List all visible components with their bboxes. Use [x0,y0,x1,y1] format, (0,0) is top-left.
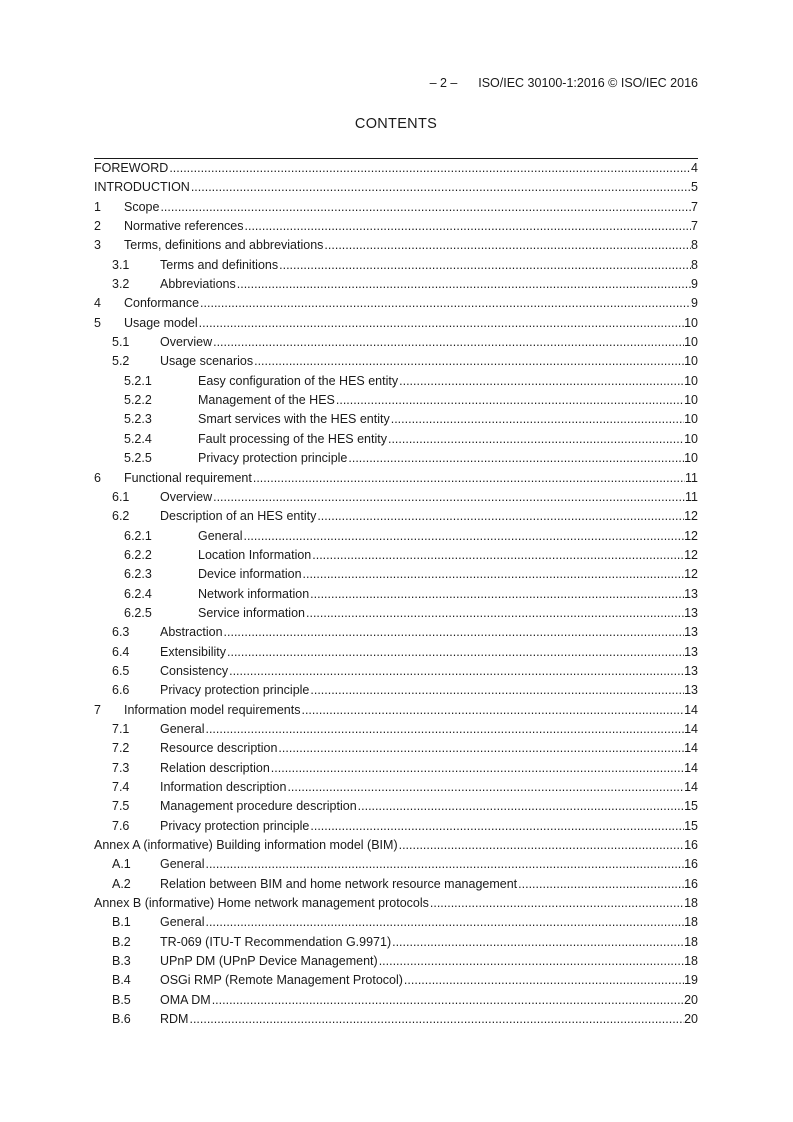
toc-entry-page: 16 [684,857,698,872]
toc-entry-title: Easy configuration of the HES entity [198,373,399,388]
toc-entry-number: 1 [94,199,101,214]
toc-entry-number: 6.2.4 [124,586,152,601]
toc-entry[interactable] [94,604,698,623]
toc-entry-page: 13 [684,683,698,698]
toc-entry[interactable] [94,275,698,294]
toc-entry[interactable] [94,391,698,410]
toc-entry[interactable] [94,913,698,932]
toc-entry-page: 10 [684,315,698,330]
toc-entry-page: 10 [684,451,698,466]
toc-entry[interactable] [94,623,698,642]
toc-entry-number: 7 [94,702,101,717]
toc-entry[interactable] [94,565,698,584]
toc-entry[interactable] [94,778,698,797]
toc-entry-page: 18 [684,934,698,949]
toc-dot-leader [310,817,684,836]
toc-entry[interactable] [94,256,698,275]
toc-entry-title: INTRODUCTION [94,180,190,195]
toc-entry-page: 13 [684,663,698,678]
toc-entry-number: 5.1 [112,335,130,350]
toc-dot-leader [312,546,684,565]
toc-entry-title: Usage model [124,315,198,330]
toc-entry-page: 10 [684,412,698,427]
toc-entry[interactable] [94,158,698,178]
toc-dot-leader [205,913,684,932]
page-number: – 2 – [429,76,458,90]
toc-entry-number: 6.4 [112,644,130,659]
toc-dot-leader [399,836,684,855]
toc-entry-number: 5.2.4 [124,431,152,446]
page-title: CONTENTS [354,116,438,132]
toc-entry[interactable] [94,739,698,758]
toc-entry-page: 16 [684,876,698,891]
toc-dot-leader [243,527,684,546]
toc-entry-number: 6.6 [112,683,130,698]
toc-entry-title: Service information [198,605,305,620]
toc-entry-page: 10 [684,393,698,408]
toc-entry[interactable] [94,585,698,604]
toc-entry-title: Information model requirements [124,702,301,717]
toc-dot-leader [169,159,691,178]
toc-entry-number: 7.5 [112,799,130,814]
toc-dot-leader [237,275,691,294]
toc-entry-title: Consistency [160,663,229,678]
toc-dot-leader [430,894,684,913]
toc-entry-title: Information description [160,780,287,794]
toc-entry-title: Terms, definitions and abbreviations [124,238,324,253]
toc-dot-leader [310,681,684,700]
toc-dot-leader [306,604,684,623]
toc-dot-leader [253,469,685,488]
toc-entry-title: OSGi RMP (Remote Management Protocol) [160,973,403,988]
toc-dot-leader [301,701,684,720]
toc-entry-page: 8 [691,257,698,272]
toc-entry-number: 3 [94,238,101,253]
toc-entry-page: 18 [684,915,698,930]
toc-entry[interactable] [94,701,698,720]
toc-dot-leader [271,759,684,778]
toc-entry-number: 6.2.1 [124,528,152,543]
toc-entry[interactable] [94,352,698,371]
toc-entry[interactable] [94,933,698,952]
toc-entry-page: 10 [684,431,698,446]
toc-entry-page: 12 [684,547,698,562]
toc-dot-leader [324,236,691,255]
toc-dot-leader [278,739,684,758]
toc-entry-page: 4 [691,161,698,175]
toc-entry-page: 13 [684,644,698,659]
toc-entry-page: 18 [684,954,698,969]
toc-entry-number: 3.1 [112,257,130,272]
toc-entry[interactable] [94,294,698,313]
toc-dot-leader [392,933,684,952]
toc-entry-number: 6 [94,470,101,485]
toc-entry[interactable] [94,681,698,700]
toc-entry-number: 6.3 [112,625,130,640]
toc-entry-title: FOREWORD [94,161,169,175]
toc-dot-leader [227,643,684,662]
toc-entry-number: 6.2.2 [124,547,152,562]
toc-entry-title: Management procedure description [160,799,357,814]
toc-entry-number: 6.2.3 [124,567,152,582]
toc-entry-title: Annex A (informative) Building information model (BIM) [94,838,398,853]
toc-entry-title: Relation between BIM and home network resource management [160,876,518,891]
toc-entry-title: Management of the HES [198,393,335,408]
toc-entry-number: 2 [94,219,101,234]
toc-entry-page: 15 [684,818,698,833]
toc-entry[interactable] [94,488,698,507]
toc-entry-title: Description of an HES entity [160,509,317,524]
toc-dot-leader [287,778,684,797]
toc-dot-leader [160,198,691,217]
toc-entry-title: Normative references [124,219,244,234]
toc-entry[interactable] [94,875,698,894]
toc-entry-title: General [160,915,205,930]
standard-reference: ISO/IEC 30100-1:2016 © ISO/IEC 2016 [478,76,698,90]
toc-entry-title: RDM [160,1012,189,1027]
toc-dot-leader [191,178,691,197]
toc-entry-number: 5.2.2 [124,393,152,408]
toc-entry-page: 20 [684,992,698,1007]
toc-dot-leader [388,430,684,449]
toc-entry-page: 12 [684,528,698,543]
toc-entry-number: 5.2 [112,354,130,369]
toc-entry-page: 18 [684,896,698,911]
toc-dot-leader [205,720,684,739]
toc-entry[interactable] [94,314,698,333]
toc-entry[interactable] [94,333,698,352]
toc-entry-number: 6.1 [112,489,130,504]
toc-entry-page: 7 [691,219,698,234]
toc-entry-title: Scope [124,199,160,214]
toc-dot-leader [224,623,685,642]
toc-entry-page: 7 [691,199,698,214]
toc-entry-title: OMA DM [160,992,211,1007]
toc-dot-leader [205,855,684,874]
toc-entry-title: Abbreviations [160,277,236,292]
toc-entry[interactable] [94,469,698,488]
toc-entry-number: B.4 [112,973,131,988]
toc-entry-title: Overview [160,335,213,350]
toc-entry[interactable] [94,546,698,565]
toc-dot-leader [518,875,684,894]
toc-entry-page: 20 [684,1012,698,1027]
toc-entry-title: Smart services with the HES entity [198,412,390,427]
toc-entry[interactable] [94,797,698,816]
toc-entry-number: B.2 [112,934,131,949]
toc-entry-title: Annex B (informative) Home network management protocols [94,896,429,911]
toc-entry[interactable] [94,643,698,662]
toc-dot-leader [212,991,684,1010]
toc-dot-leader [213,333,684,352]
toc-entry-page: 13 [684,625,698,640]
toc-dot-leader [189,1010,684,1029]
toc-entry-title: General [160,857,205,872]
toc-entry-number: B.1 [112,915,131,930]
toc-entry-page: 10 [684,335,698,350]
toc-dot-leader [199,314,684,333]
toc-entry-title: Usage scenarios [160,354,254,369]
toc-entry[interactable] [94,991,698,1010]
toc-entry-page: 12 [684,567,698,582]
toc-entry[interactable] [94,217,698,236]
toc-entry-page: 11 [685,489,698,504]
toc-entry-number: 6.5 [112,663,130,678]
page-header [94,76,698,90]
toc-entry-title: Device information [198,567,302,582]
toc-entry-title: Location Information [198,547,312,562]
toc-dot-leader [279,256,691,275]
toc-entry-number: 5 [94,315,101,330]
toc-entry[interactable] [94,372,698,391]
toc-entry[interactable] [94,430,698,449]
toc-dot-leader [245,217,692,236]
toc-entry-number: 7.2 [112,741,130,756]
toc-entry[interactable] [94,952,698,971]
toc-dot-leader [317,507,684,526]
toc-entry-title: Privacy protection principle [160,818,310,833]
toc-dot-leader [336,391,684,410]
toc-entry-title: Overview [160,489,213,504]
toc-entry-page: 9 [691,277,698,292]
toc-entry-title: Extensibility [160,644,226,659]
toc-entry-page: 19 [684,973,698,988]
toc-dot-leader [379,952,684,971]
toc-entry-number: A.1 [112,857,131,872]
toc-entry-title: Resource description [160,741,278,756]
toc-entry[interactable] [94,759,698,778]
toc-entry-page: 13 [684,586,698,601]
toc-entry-page: 14 [684,760,698,775]
toc-entry-number: 3.2 [112,277,130,292]
toc-entry[interactable] [94,836,698,855]
toc-entry[interactable] [94,855,698,874]
toc-entry-number: 6.2.5 [124,605,152,620]
toc-entry-title: Fault processing of the HES entity [198,431,387,446]
toc-entry-title: Network information [198,586,310,601]
toc-entry[interactable] [94,817,698,836]
toc-entry-page: 10 [684,373,698,388]
toc-entry[interactable] [94,662,698,681]
toc-dot-leader [303,565,685,584]
toc-entry-page: 14 [684,721,698,736]
toc-entry-page: 14 [684,702,698,717]
toc-dot-leader [391,410,684,429]
toc-entry-title: General [160,721,205,736]
toc-entry-page: 13 [684,605,698,620]
toc-entry-page: 16 [684,838,698,853]
toc-entry[interactable] [94,410,698,429]
toc-entry-page: 10 [684,354,698,369]
toc-entry[interactable] [94,198,698,217]
toc-dot-leader [213,488,685,507]
toc-entry[interactable] [94,507,698,526]
toc-entry-page: 15 [684,799,698,814]
toc-entry[interactable] [94,894,698,913]
toc-entry[interactable] [94,971,698,990]
toc-entry-number: 5.2.5 [124,451,152,466]
toc-entry-page: 8 [691,238,698,253]
toc-entry-title: Conformance [124,296,200,311]
toc-dot-leader [348,449,684,468]
toc-entry[interactable] [94,720,698,739]
toc-dot-leader [404,971,684,990]
toc-entry-title: Functional requirement [124,470,252,485]
toc-entry-title: Privacy protection principle [160,683,310,698]
toc-entry-number: A.2 [112,876,131,891]
toc-entry-page: 12 [684,509,698,524]
toc-entry-title: General [198,528,243,543]
toc-entry-number: 7.4 [112,780,130,794]
toc-entry[interactable] [94,449,698,468]
toc-dot-leader [229,662,684,681]
toc-entry-number: 4 [94,296,101,311]
toc-entry-title: Privacy protection principle [198,451,348,466]
toc-entry-title: Terms and definitions [160,257,279,272]
toc-entry-title: Relation description [160,760,270,775]
toc-entry[interactable] [94,527,698,546]
toc-entry[interactable] [94,1010,698,1029]
toc-dot-leader [254,352,684,371]
toc-entry-title: TR-069 (ITU-T Recommendation G.9971) [160,934,392,949]
toc-entry-page: 9 [691,296,698,311]
toc-dot-leader [200,294,691,313]
toc-entry-page: 11 [685,470,698,485]
toc-entry-number: 6.2 [112,509,130,524]
toc-entry-number: B.5 [112,992,131,1007]
table-of-contents [94,158,698,1029]
toc-entry-number: 7.1 [112,721,130,736]
toc-entry-number: B.3 [112,954,131,969]
toc-entry-page: 14 [684,780,698,794]
toc-entry-title: Abstraction [160,625,223,640]
toc-entry-number: B.6 [112,1012,131,1027]
toc-dot-leader [358,797,684,816]
toc-entry-page: 5 [691,180,698,195]
toc-entry-number: 7.6 [112,818,130,833]
toc-entry-title: UPnP DM (UPnP Device Management) [160,954,378,969]
toc-entry-number: 5.2.1 [124,373,152,388]
toc-entry-number: 7.3 [112,760,130,775]
toc-entry-page: 14 [684,741,698,756]
toc-dot-leader [310,585,684,604]
toc-entry[interactable] [94,178,698,197]
toc-entry-number: 5.2.3 [124,412,152,427]
toc-dot-leader [399,372,684,391]
toc-entry[interactable] [94,236,698,255]
